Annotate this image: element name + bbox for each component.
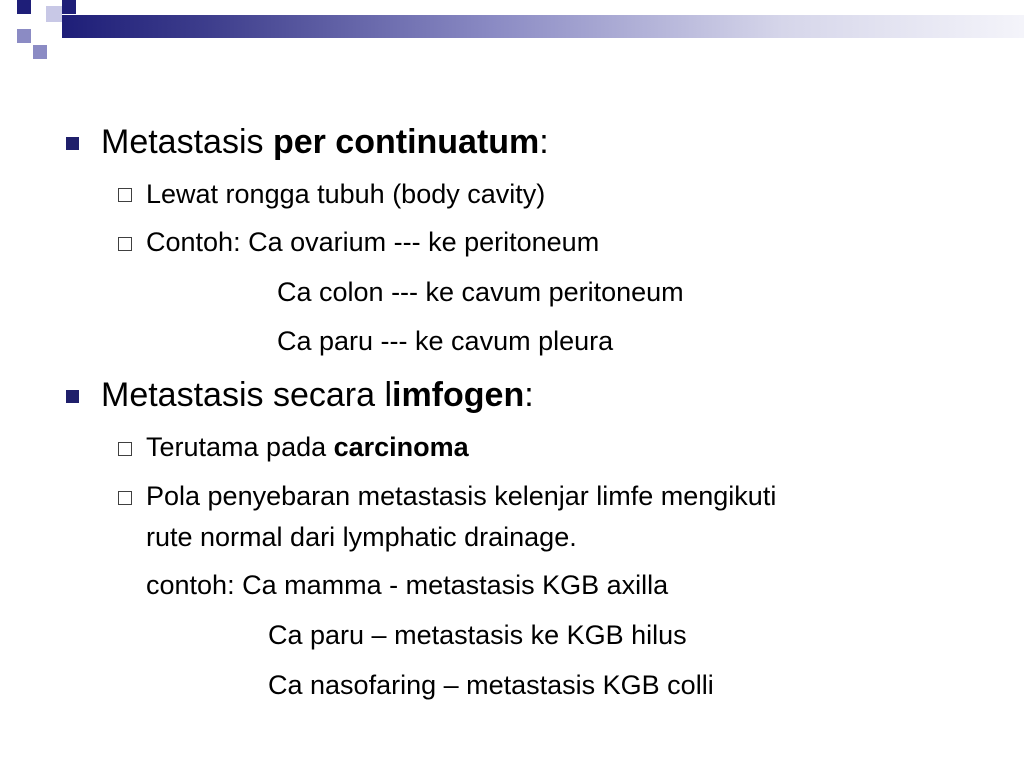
example-line: Ca nasofaring – metastasis KGB colli [268,670,714,700]
sub-bullet-terutama: Terutama pada carcinoma [146,432,469,462]
example-line: Ca paru --- ke cavum pleura [277,326,614,356]
example-line: contoh: Ca mamma - metastasis KGB axilla [146,570,669,600]
hollow-square-bullet-icon [118,442,132,456]
sub-bullet-body-cavity: Lewat rongga tubuh (body cavity) [146,179,546,209]
square-bullet-icon [66,137,79,150]
hollow-square-bullet-icon [118,491,132,505]
square-bullet-icon [66,390,79,403]
bullet-metastasis-limfogen: Metastasis secara limfogen: [101,376,534,414]
hollow-square-bullet-icon [118,188,132,202]
bullet-metastasis-per-continuatum: Metastasis per continuatum: [101,123,549,161]
sub-bullet-pola-penyebaran-cont: rute normal dari lymphatic drainage. [146,522,577,552]
sub-bullet-contoh: Contoh: Ca ovarium --- ke peritoneum [146,227,600,257]
example-line: Ca paru – metastasis ke KGB hilus [268,620,687,650]
hollow-square-bullet-icon [118,237,132,251]
example-line: Ca colon --- ke cavum peritoneum [277,277,684,307]
sub-bullet-pola-penyebaran: Pola penyebaran metastasis kelenjar limfe mengikuti [146,481,777,511]
